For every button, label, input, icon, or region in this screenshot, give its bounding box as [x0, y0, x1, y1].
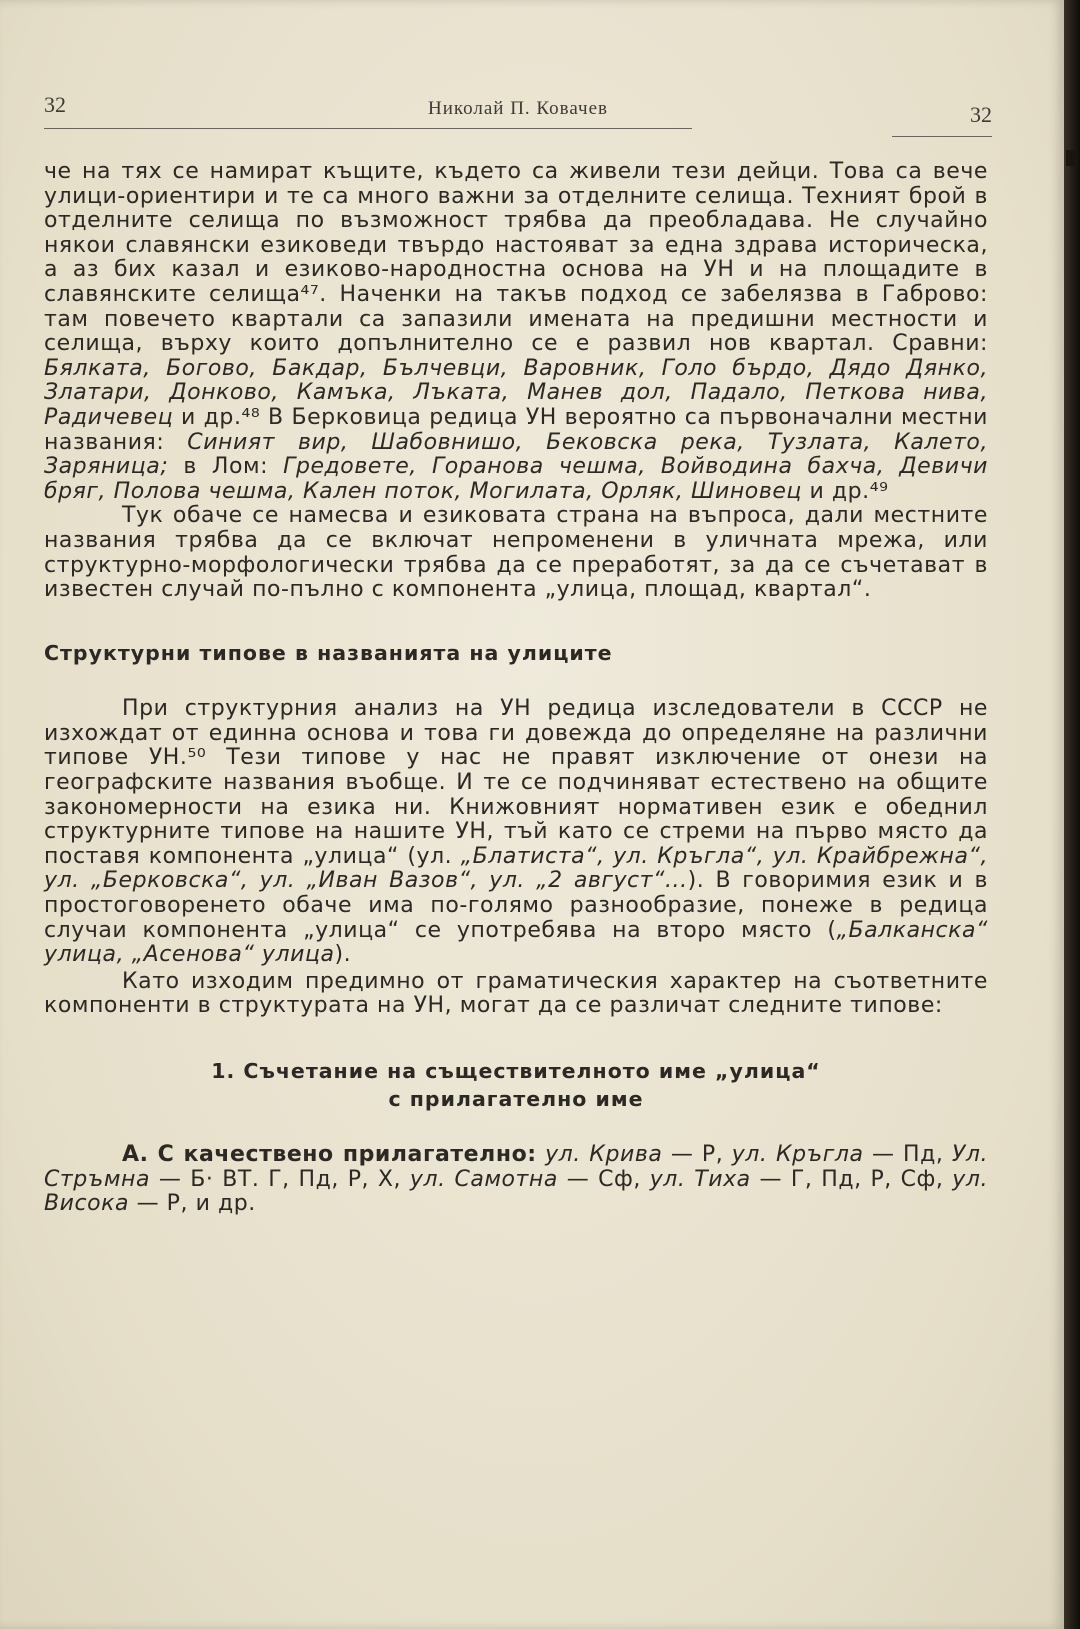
header-rule — [44, 128, 692, 129]
body-text — [44, 160, 988, 1217]
paragraph-1-mid: и др.⁴⁸ В Берковица редица УН вероятно са първоначални местни названия: — [44, 404, 988, 455]
paragraph-4: Като изходим предимно от граматическия характер на съответните компоненти в структурата на УН, могат да се различат следните типове: — [44, 968, 988, 1019]
paragraph-1-italic-gabrovo: Бялката, Богово, Бакдар, Бълчевци, Варовник, Голо бърдо, Дядо Дянко, Златари, Донково, Камъка, Лъката, Манев дол, Падало, Петкова нива, Радичевец — [44, 355, 988, 430]
example-street: ул. Висока — [44, 1166, 988, 1217]
paragraph-2: Тук обаче се намесва и езиковата страна на въпроса, дали местните названия трябва да се включат непроменени в уличната мрежа, или структурно-морфологически трябва да се преработят, за да се съчетават в известен случай по-пълно с компонента „улица, площад, квартал“. — [44, 503, 988, 603]
section-heading-structural-types: Структурни типове в названията на улиците — [44, 640, 613, 665]
example-towns: — Р, — [662, 1142, 732, 1167]
subsection-heading-1 — [44, 1057, 988, 1113]
example-towns: — Б· ВТ. Г, Пд, Р, Х, — [150, 1166, 410, 1192]
header-rule-right — [892, 136, 992, 137]
paragraph-3-italic-examples-2: „Балканска“ улица, „Асенова“ улица — [44, 917, 988, 968]
example-street: ул. Тиха — [649, 1166, 751, 1192]
paragraph-1-text: че на тях се намират къщите, където са живели тези дейци. Това са вече улици-ориентири и те са много важни за отделните селища. Техният брой в отделните селища по възможност трябва да преобладава. Не случайно някои славянски езиковеди твърдо настояват за една здрава историческа, а аз бих казал и езиково-народностна основа на УН и на площадите в славянските селища⁴⁷. Наченки на такъв подход се забелязва в Габрово: там повечето квартали са запазили имената на предишни местности и селища, върху които допълнително се е развил нов квартал. Сравни: — [44, 159, 988, 357]
subsection-heading-line-2: с прилагателно име — [388, 1087, 644, 1111]
example-towns: — Р, и др. — [129, 1191, 256, 1217]
running-head: Николай П. Ковачев — [427, 98, 609, 119]
paragraph-5 — [44, 1143, 988, 1217]
example-street: ул. Крива — [545, 1142, 663, 1167]
paragraph-1-italic-berkovitsa: Синият вир, Шабовнишо, Бековска река, Тузлата, Калето, Заряница; — [44, 429, 988, 480]
paragraph-3-italic-examples: „Блатиста“, ул. Кръгла“, ул. Крайбрежна“, ул. „Берковска“, ул. „Иван Вазов“, ул. „2 август“... — [44, 843, 988, 894]
edge-mark — [1066, 150, 1078, 166]
paragraph-1-italic-lom: Гредовете, Горанова чешма, Войводина бахча, Девичи бряг, Полова чешма, Кален поток, Могилата, Орляк, Шиновец — [44, 454, 989, 504]
paragraph-3-text: При структурния анализ на УН редица изследователи в СССР не изхождат от единна основа и това ги довежда до определяне на различни типове УН.⁵⁰ Тези типове у нас не правят изключение от онези на географските названия въобще. И те се подчиняват естествено на общите закономерности на езика ни. Книжовният нормативен език е обеднил структурните типове на нашите УН, тъй като се стреми на първо място да поставя компонента „улица“ (ул. — [44, 696, 988, 869]
paragraph-3-mid: ). В говоримия език и в простоговоренето обаче има по-голямо разнообразие, понеже в редица случаи компонента „улица“ се употребява на второ място ( — [44, 868, 988, 943]
example-towns: — Сф, — [557, 1166, 650, 1192]
paragraph-3-end: ). — [334, 942, 352, 968]
example-towns: — Пд, — [863, 1142, 952, 1167]
page-header — [44, 88, 992, 128]
page-number-left: 32 — [44, 92, 66, 117]
paragraph-3 — [44, 697, 988, 968]
page-number-right: 32 — [970, 102, 992, 127]
paragraph-1-mid2: в Лом: — [168, 454, 284, 480]
example-street: ул. Кръгла — [731, 1142, 864, 1167]
paragraph-1-end: и др.⁴⁹ — [801, 478, 889, 504]
example-towns: — Г, Пд, Р, Сф, — [750, 1166, 953, 1192]
book-spine-edge — [1064, 0, 1080, 1629]
example-street: ул. Самотна — [409, 1166, 558, 1192]
paragraph-5-label: А. С качествено прилагателно: — [122, 1142, 537, 1167]
paragraph-1 — [44, 160, 988, 504]
example-street: Ул. Стръмна — [44, 1142, 989, 1192]
subsection-heading-line-1: 1. Съчетание на съществителното име „улица“ — [211, 1059, 821, 1083]
